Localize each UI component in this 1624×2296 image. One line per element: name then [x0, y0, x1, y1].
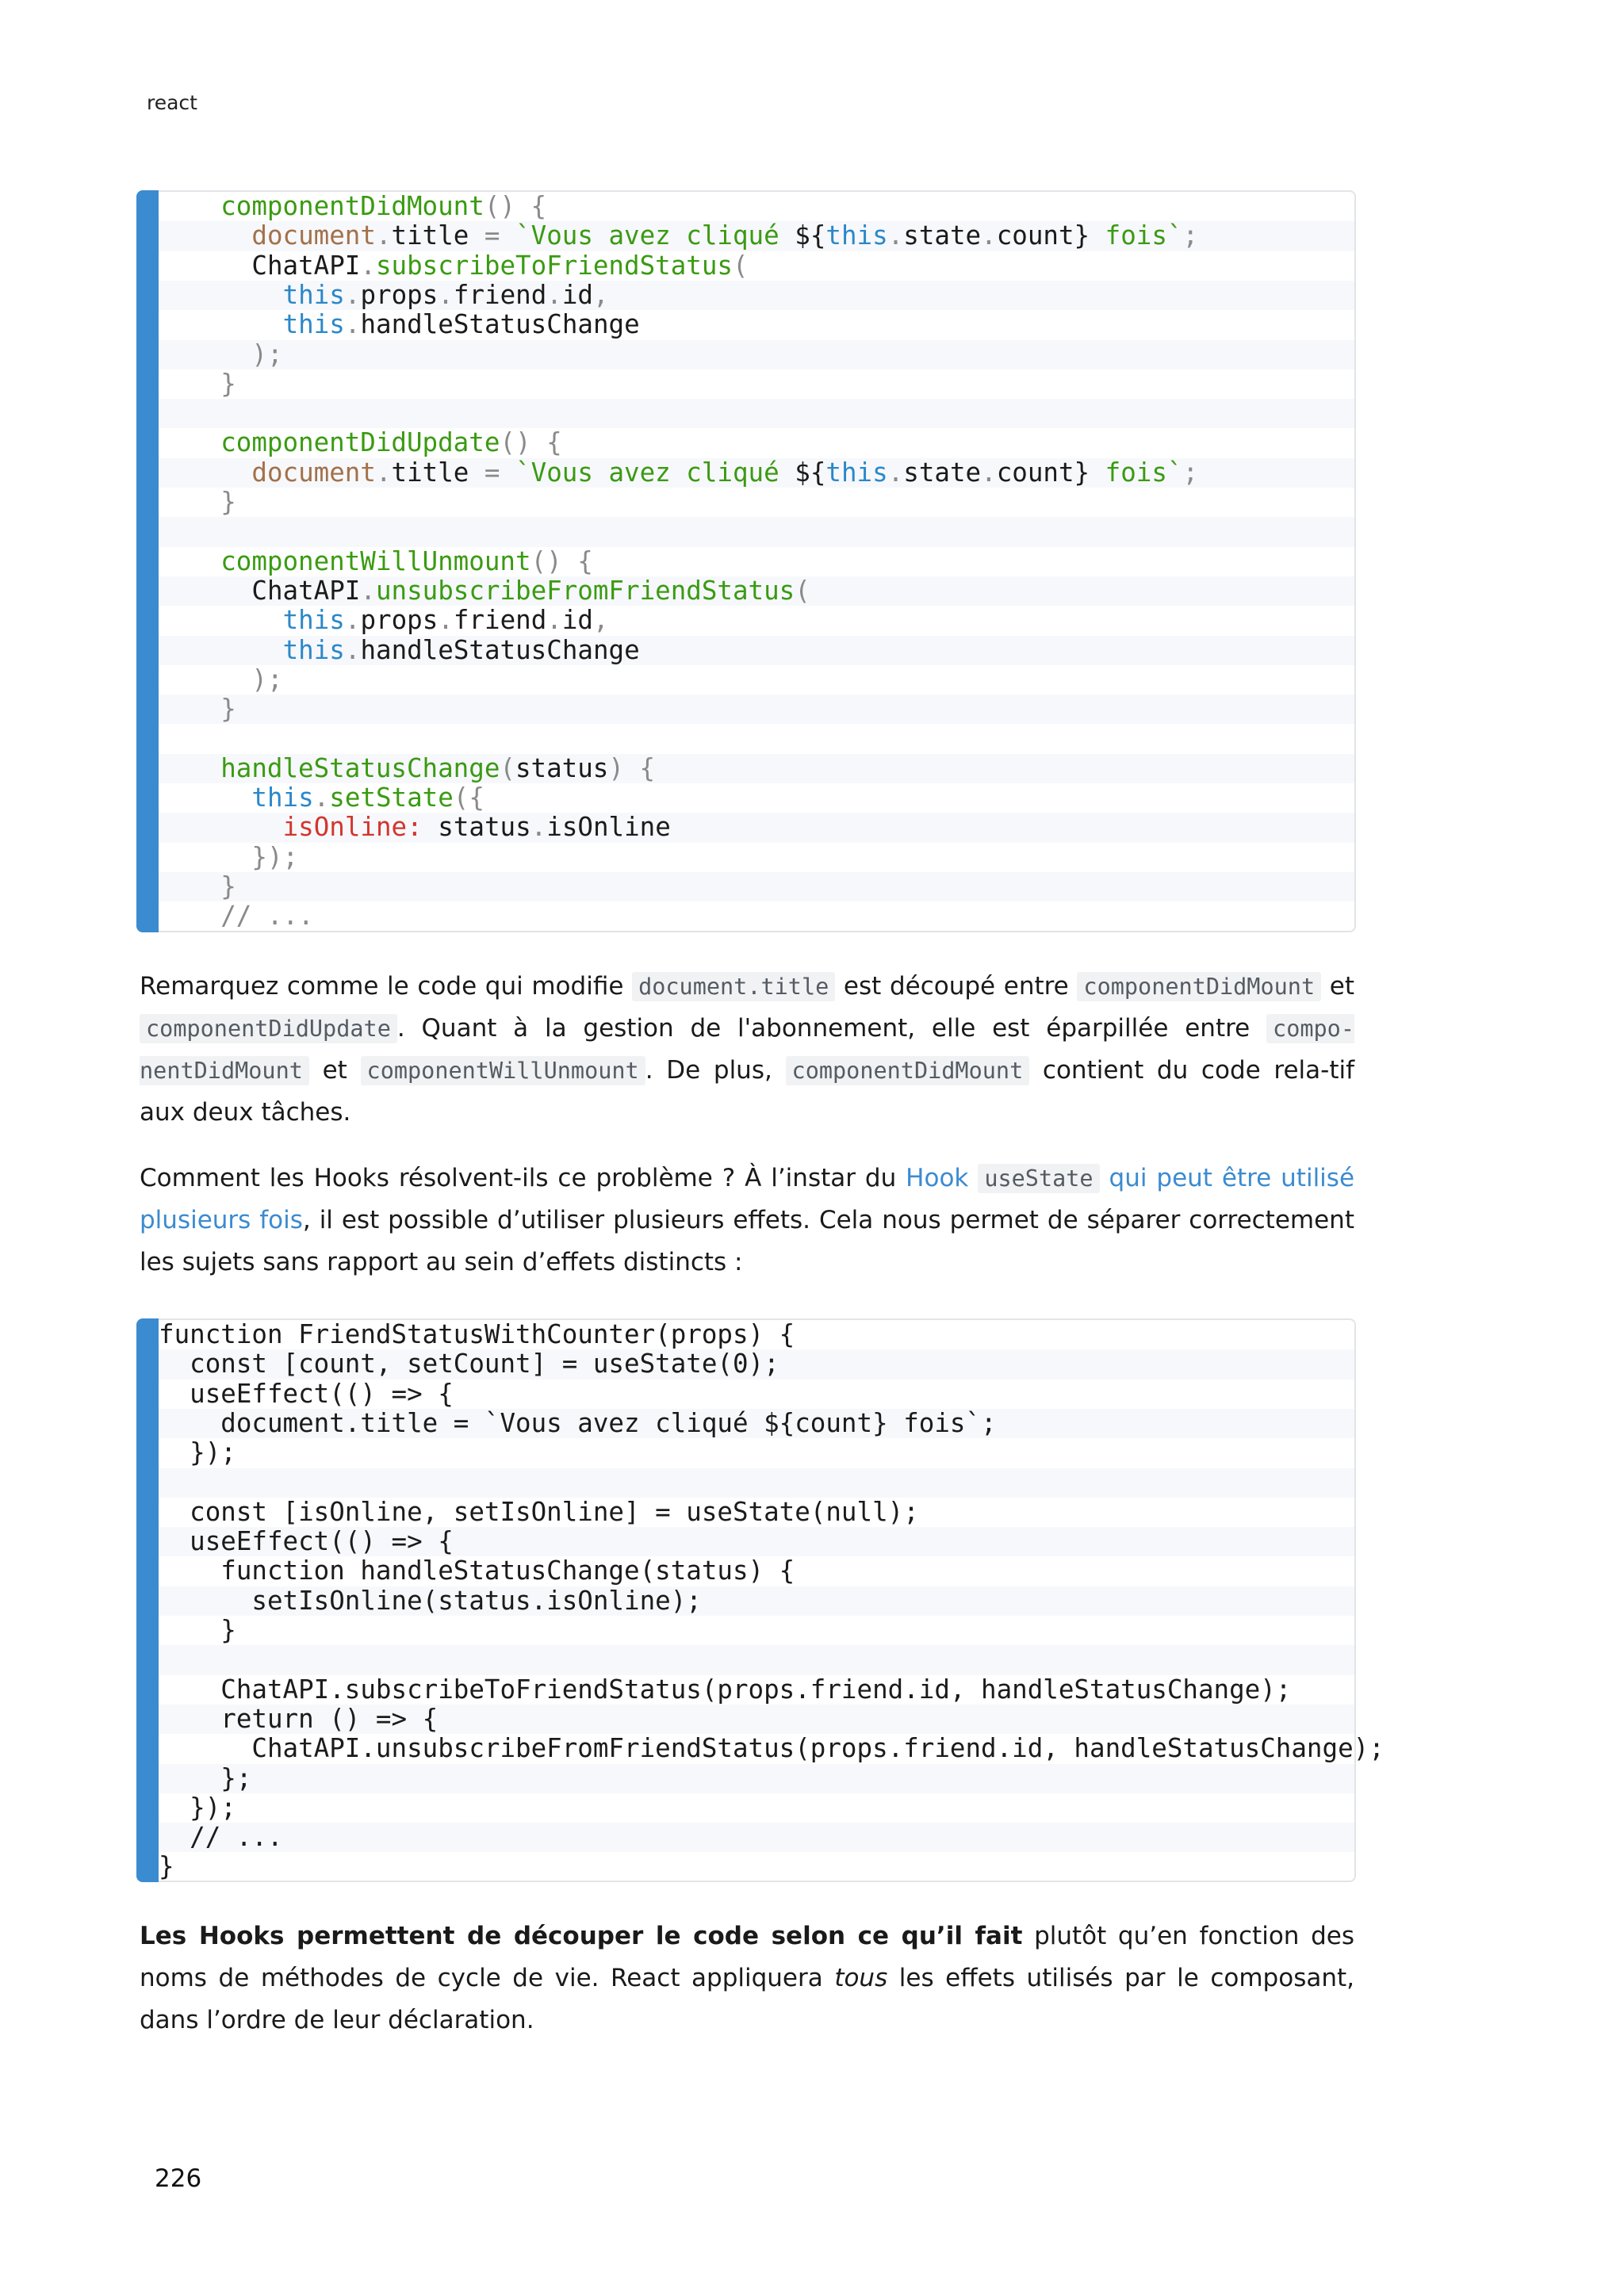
code-block-hooks-component [136, 1318, 1385, 1882]
paragraph-text: Comment les Hooks résolvent-ils ce problème ? À l’instar du [140, 1164, 906, 1192]
code-line [159, 428, 1354, 457]
code-token: . [981, 220, 997, 251]
code-token: this [825, 220, 888, 251]
code-token: this [282, 309, 345, 340]
code-line [159, 1498, 1354, 1527]
code-text [220, 547, 593, 576]
code-token: . [438, 279, 454, 310]
code-token: const [isOnline, setIsOnline] = useState(null); [159, 1496, 919, 1527]
inline-code-componentdidmount: compo-nentDidMount [140, 1016, 1354, 1084]
code-token: id [561, 279, 593, 310]
code-token: ; [1182, 220, 1199, 251]
code-line [159, 1764, 1354, 1793]
code-text [159, 1320, 795, 1349]
code-token: document [251, 220, 376, 251]
code-token: = [484, 220, 516, 251]
code-line [159, 783, 1354, 813]
code-token: } [220, 487, 236, 517]
code-token: . [360, 250, 376, 281]
code-line [159, 547, 1354, 576]
code-token: function handleStatusChange(status) { [159, 1556, 795, 1586]
code-token: ChatAPI.subscribeToFriendStatus(props.friend.id, handleStatusChange); [159, 1674, 1292, 1705]
code-text [251, 221, 1198, 251]
code-line [159, 843, 1354, 872]
code-line [159, 872, 1354, 901]
code-text [220, 428, 561, 457]
paragraph-text: Remarquez comme le code qui modifie [140, 972, 633, 1001]
code-text [251, 843, 298, 872]
code-token: , [593, 279, 609, 310]
code-token: } [159, 1615, 236, 1645]
code-text [220, 754, 655, 783]
code-token: ChatAPI [251, 250, 361, 281]
code-line [159, 310, 1354, 339]
code-token: friend [453, 605, 547, 636]
code-line [159, 1733, 1385, 1764]
code-text [159, 1764, 251, 1793]
code-token: } [159, 1851, 174, 1882]
code-token: `Vous avez cliqué [515, 457, 795, 488]
code-text [159, 1793, 236, 1823]
code-line [159, 1675, 1354, 1705]
code-line [159, 754, 1354, 783]
code-text [283, 310, 640, 339]
code-token: ChatAPI.unsubscribeFromFriendStatus(props.friend.id, handleStatusChange); [159, 1733, 1385, 1764]
code-line [159, 251, 1354, 281]
code-token: unsubscribeFromFriendStatus [375, 575, 795, 606]
code-token: . [375, 220, 392, 251]
code-text [283, 636, 640, 665]
inline-code-componentdidmount: componentDidMount [786, 1056, 1030, 1085]
code-text [220, 901, 313, 931]
code-line [159, 1705, 1354, 1734]
code-token: props [360, 605, 439, 636]
code-token: ( [795, 575, 810, 606]
code-token: } [220, 368, 236, 399]
code-token: . [313, 783, 330, 813]
inline-code-document-title: document.title [632, 972, 835, 1001]
code-token: . [344, 279, 361, 310]
paragraph-text: contient du code rela-tif aux deux tâches. [140, 1056, 1355, 1127]
code-text [220, 192, 546, 221]
page-number: 226 [155, 2164, 202, 2193]
code-token: . [546, 279, 562, 310]
bold-statement: Les Hooks permettent de découper le code selon ce qu’il fait [140, 1922, 1023, 1950]
code-line [159, 399, 1354, 428]
code-line [159, 813, 1354, 842]
code-line [159, 1793, 1354, 1823]
code-line [159, 488, 1354, 517]
code-token: function FriendStatusWithCounter(props) { [159, 1319, 795, 1349]
paragraph-multiple-effects [140, 1158, 1354, 1284]
code-line [159, 1645, 1354, 1674]
code-token: . [546, 605, 562, 636]
code-text [220, 369, 236, 399]
code-line [159, 1320, 1354, 1349]
code-text [159, 1349, 779, 1379]
code-token: . [375, 457, 392, 488]
code-token: ( [500, 752, 515, 783]
code-token: subscribeToFriendStatus [375, 250, 733, 281]
code-token: } [1074, 457, 1090, 488]
link-text[interactable]: Hook [906, 1164, 969, 1192]
code-token: props [360, 279, 439, 310]
code-token: handleStatusChange [220, 752, 500, 783]
code-token: const [count, setCount] = useState(0); [159, 1349, 779, 1380]
code-token: ) { [608, 752, 656, 783]
code-text [159, 1498, 919, 1527]
code-token: handleStatusChange [360, 634, 640, 665]
code-token: this [825, 457, 888, 488]
code-token: fois` [1090, 457, 1183, 488]
code-line [159, 576, 1354, 606]
code-token: . [887, 457, 904, 488]
code-token: }); [159, 1437, 236, 1468]
code-line [159, 1438, 1354, 1468]
code-token: setState [329, 783, 454, 813]
code-line [159, 606, 1354, 635]
code-token: . [438, 605, 454, 636]
code-line [159, 1349, 1354, 1379]
code-line [159, 1823, 1354, 1852]
code-text [220, 695, 236, 724]
inline-code-usestate[interactable]: useState [978, 1164, 1099, 1193]
link-text[interactable]: qui peut être utilisé plusieurs fois [140, 1164, 1355, 1234]
code-token: document.title = `Vous avez cliqué ${count} fois`; [159, 1407, 997, 1438]
paragraph-text: . De plus, [645, 1056, 786, 1085]
code-token: . [887, 220, 904, 251]
code-token: // ... [220, 901, 314, 932]
code-token: handleStatusChange [360, 309, 640, 340]
code-token: state [903, 457, 982, 488]
paragraph-text: les effets utilisés par le composant, dans l’ordre de leur déclaration. [140, 1964, 1354, 2034]
code-token: count [996, 457, 1074, 488]
code-token: status [515, 752, 609, 783]
running-header: react [147, 91, 197, 114]
code-text [283, 281, 609, 310]
code-line [159, 458, 1354, 488]
code-text [159, 1675, 1291, 1705]
code-token: } [220, 694, 236, 725]
code-token: () { [530, 545, 593, 576]
code-line [159, 695, 1354, 724]
code-line [159, 901, 1354, 931]
code-block-accent-bar [136, 1318, 159, 1882]
paragraph-text: et [308, 1056, 361, 1085]
code-text [159, 1616, 236, 1645]
code-line [159, 636, 1354, 665]
code-token: componentWillUnmount [220, 545, 531, 576]
code-token: . [344, 309, 361, 340]
code-token: useEffect(() => { [159, 1526, 454, 1557]
code-token: fois` [1090, 220, 1183, 251]
code-token: = [484, 457, 516, 488]
code-token: () { [484, 191, 547, 221]
code-token: () { [500, 427, 562, 458]
code-line [159, 221, 1354, 251]
code-line [159, 665, 1354, 695]
code-text [159, 1823, 283, 1852]
code-token: componentDidMount [220, 191, 485, 221]
paragraph-code-split [140, 966, 1354, 1134]
code-token: useEffect(() => { [159, 1378, 454, 1409]
inline-code-componentwillunmount: componentWillUnmount [361, 1056, 645, 1085]
code-token: title [391, 457, 485, 488]
code-token: status [422, 812, 531, 843]
code-token: ChatAPI [251, 575, 361, 606]
code-token: document [251, 457, 376, 488]
code-line [159, 1527, 1354, 1556]
code-token: . [344, 634, 361, 665]
code-text [159, 1380, 454, 1409]
code-token: return () => { [159, 1703, 439, 1734]
code-block-class-component [136, 190, 1356, 932]
code-token: this [251, 783, 314, 813]
emphasis-text: tous [834, 1964, 888, 1992]
code-token: } [1074, 220, 1090, 251]
code-text [159, 1556, 795, 1586]
paragraph-text: . Quant à la gestion de l'abonnement, elle est éparpillée entre [396, 1014, 1267, 1043]
code-token: . [344, 605, 361, 636]
code-line [159, 281, 1354, 310]
code-text [220, 872, 236, 901]
paragraph-hooks-summary [140, 1915, 1354, 2042]
paragraph-text: plutôt qu’en fonction des noms de méthodes de cycle de vie. React appliquera [140, 1922, 1354, 1992]
code-line [159, 724, 1354, 753]
code-token: . [981, 457, 997, 488]
code-line [159, 1852, 1354, 1881]
code-text [251, 665, 282, 695]
code-token: `Vous avez cliqué [515, 220, 795, 251]
code-text [251, 458, 1198, 488]
code-text [159, 1438, 236, 1468]
code-line [159, 192, 1354, 221]
code-text [159, 1705, 438, 1734]
code-token: ${ [795, 220, 826, 251]
code-text [251, 576, 810, 606]
code-token: this [282, 634, 345, 665]
code-token: isOnline [546, 812, 671, 843]
code-text [159, 1527, 454, 1556]
code-line [159, 1409, 1354, 1438]
code-line [159, 1380, 1354, 1409]
inline-code-componentdidupdate: componentDidUpdate [140, 1014, 397, 1043]
code-line [159, 1468, 1354, 1498]
code-token: }); [159, 1792, 236, 1823]
code-token: ${ [795, 457, 826, 488]
code-line [159, 517, 1354, 546]
code-token: } [220, 871, 236, 901]
code-text [159, 1734, 1385, 1763]
code-token: id [561, 605, 593, 636]
code-token: ); [251, 664, 283, 695]
code-token: ); [251, 339, 283, 369]
code-token: . [530, 812, 547, 843]
code-token: state [903, 220, 982, 251]
code-text [283, 606, 609, 635]
code-token: // ... [159, 1822, 283, 1853]
code-token: this [282, 605, 345, 636]
code-token: }; [159, 1762, 252, 1793]
paragraph-text: , il est possible d’utiliser plusieurs effets. Cela nous permet de séparer correctement les sujets sans rapport au sein d’effets distincts : [140, 1206, 1354, 1276]
code-token: ( [732, 250, 749, 281]
paragraph-text: est découpé entre [835, 972, 1078, 1001]
code-token: title [391, 220, 485, 251]
code-line [159, 1586, 1354, 1616]
inline-code-componentdidmount: componentDidMount [1077, 972, 1321, 1001]
code-token: . [360, 575, 376, 606]
code-token: this [282, 279, 345, 310]
code-line [159, 1556, 1354, 1586]
code-line [159, 340, 1354, 369]
code-text [159, 1409, 997, 1438]
code-text [159, 1586, 702, 1616]
code-lines [159, 1319, 1385, 1882]
code-text [159, 1852, 174, 1881]
code-text [251, 783, 485, 813]
code-line [159, 369, 1354, 399]
code-token: isOnline: [282, 812, 423, 843]
code-token: ({ [453, 783, 485, 813]
code-block-accent-bar [136, 190, 159, 932]
code-token: friend [453, 279, 547, 310]
code-line [159, 1616, 1354, 1645]
code-token: count [996, 220, 1074, 251]
code-text [251, 340, 282, 369]
code-text [283, 813, 671, 842]
code-token: ; [1182, 457, 1199, 488]
code-text [251, 251, 748, 281]
code-token: setIsOnline(status.isOnline); [159, 1585, 702, 1616]
code-text [220, 488, 236, 517]
paragraph-text: et [1321, 972, 1354, 1001]
code-lines [159, 192, 1354, 931]
code-token: }); [251, 841, 299, 872]
code-token: componentDidUpdate [220, 427, 500, 458]
code-token: , [593, 605, 609, 636]
